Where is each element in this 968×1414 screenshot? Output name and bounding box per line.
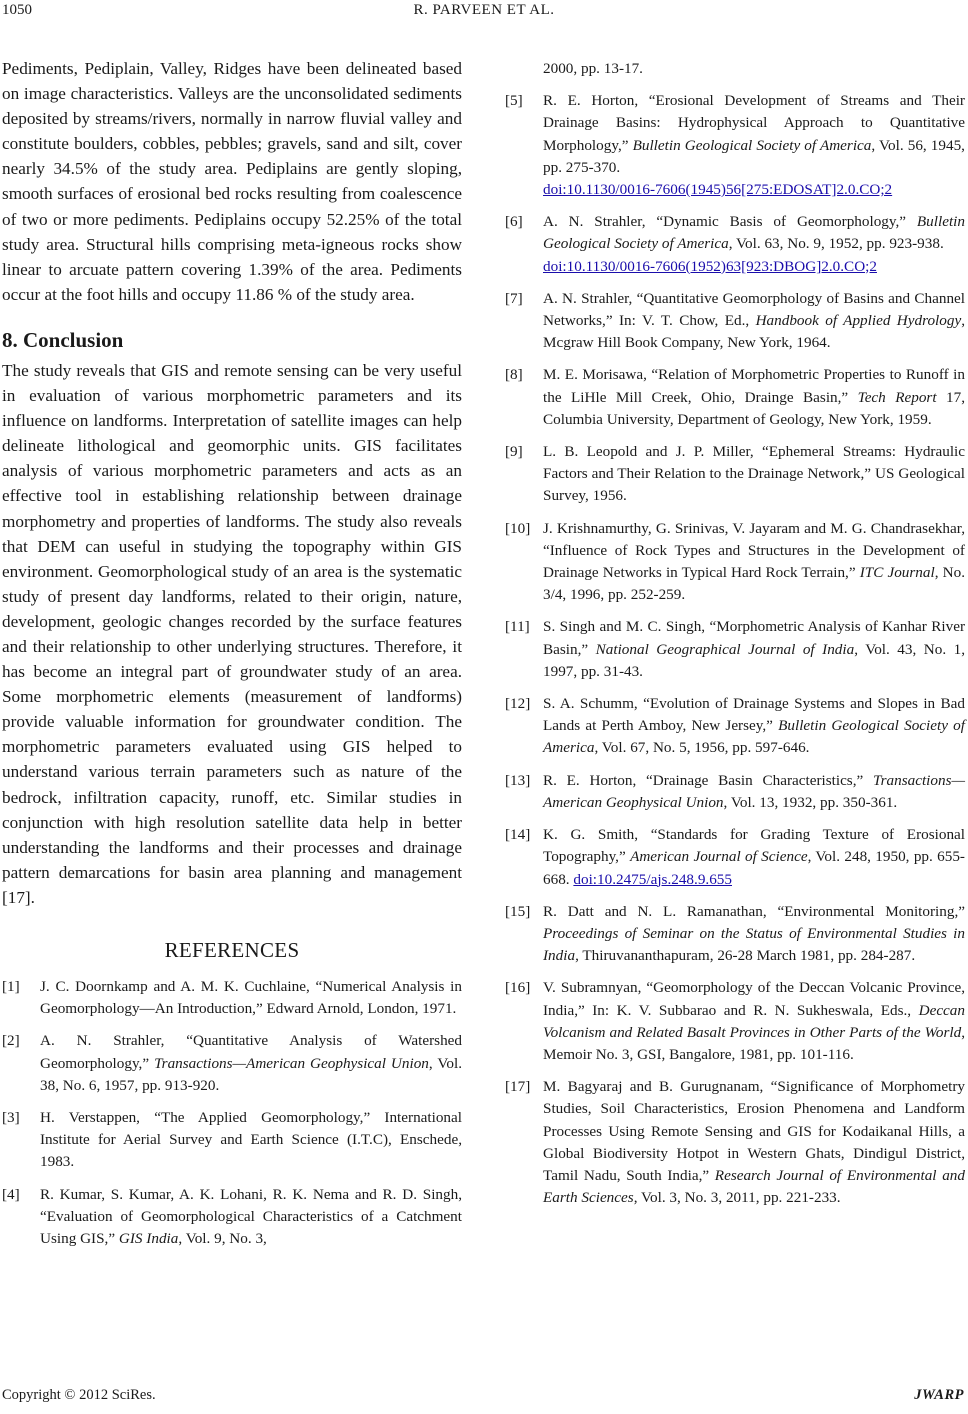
reference-item <box>505 364 965 431</box>
doi-link[interactable]: doi:10.1130/0016-7606(1952)63[923:DBOG]2.0.CO;2 <box>543 257 877 275</box>
reference-text: J. Krishnamurthy, G. Srinivas, V. Jayaram and M. G. Chandrasekhar, “Influence of Rock Types and Structures in the Development of Drainage Networks in Typical Hard Rock Terrain,” <box>543 519 965 582</box>
reference-number: [16] <box>505 979 531 997</box>
reference-source: Handbook of Applied Hydrology <box>755 312 962 330</box>
reference-item <box>2 976 462 1020</box>
reference-text: R. Datt and N. L. Ramanathan, “Environmental Monitoring,” <box>543 902 965 920</box>
reference-item <box>505 901 965 968</box>
references-list-right <box>505 58 965 1209</box>
reference-text: A. N. Strahler, “Quantitative Geomorphology of Basins and Channel Networks,” In: V. T. Chow, Ed., <box>543 289 965 330</box>
journal-abbrev: JWARP <box>914 1387 964 1403</box>
reference-source: Bulletin Geological Society of America <box>543 213 965 253</box>
reference-text: R. E. Horton, “Drainage Basin Characteristics,” <box>543 771 873 789</box>
reference-text: R. Kumar, S. Kumar, A. K. Lohani, R. K. Nema and R. D. Singh, “Evaluation of Geomorphological Characteristics of a Catchment Using GIS,” <box>40 1185 462 1248</box>
references-list-left <box>2 976 462 1250</box>
page-header <box>0 2 968 26</box>
reference-text: J. C. Doornkamp and A. M. K. Cuchlaine, “Numerical Analysis in Geomorphology—An Introduction,” Edward Arnold, London, 1971. <box>40 978 462 1018</box>
reference-text: M. E. Morisawa, “Relation of Morphometric Properties to Runoff in the LiHle Mill Creek, Ohio, Drainge Basin,” <box>543 366 965 406</box>
reference-source: Research Journal of Environmental and Earth Sciences <box>543 1166 965 1207</box>
reference-item <box>505 441 965 508</box>
reference-item <box>505 518 965 607</box>
doi-link[interactable]: doi:10.1130/0016-7606(1945)56[275:EDOSAT]2.0.CO;2 <box>543 181 893 199</box>
left-column <box>2 56 462 1260</box>
reference-number: [2] <box>2 1032 20 1050</box>
reference-number: [17] <box>505 1078 531 1096</box>
reference-details: , Vol. 9, No. 3, <box>178 1230 267 1248</box>
reference-number: [8] <box>505 366 523 384</box>
reference-text: R. E. Horton, “Erosional Development of Streams and Their Drainage Basins: Hydrophysical Approach to Quantitative Morphology,” <box>543 92 965 154</box>
reference-source: ITC Journal <box>859 564 935 582</box>
reference-item <box>505 211 965 278</box>
reference-text: M. Bagyaraj and B. Gurugnanam, “Significance of Morphometry Studies, Soil Characteristics, Erosion Phenomena and Landform Processes Using Remote Sensing and GIS for Kodaikanal Hills, a Global Biodiversity Hotpot in Western Ghats, Dindigul District, Tamil Nadu, South India,” <box>543 1078 965 1184</box>
reference-text: 2000, pp. 13-17. <box>543 60 643 77</box>
section-title: 8. Conclusion <box>2 327 124 352</box>
running-authors: R. PARVEEN ET AL. <box>413 2 555 18</box>
reference-text: V. Subramnyan, “Geomorphology of the Deccan Volcanic Province, India,” In: K. V. Subbarao and R. N. Sukheswala, Eds., <box>543 979 965 1019</box>
reference-item <box>505 288 965 355</box>
reference-item <box>505 58 965 80</box>
reference-number: [13] <box>505 771 531 789</box>
reference-text: S. A. Schumm, “Evolution of Drainage Systems and Slopes in Bad Lands at Perth Amboy, New Jersey,” <box>543 695 965 735</box>
reference-source: Transactions—American Geophysical Union <box>154 1054 429 1072</box>
reference-source: Tech Report <box>857 388 937 406</box>
reference-details: , Vol. 13, 1932, pp. 350-361. <box>723 793 898 811</box>
reference-source: Transactions—American Geophysical Union <box>543 771 965 811</box>
reference-details: , Vol. 38, No. 6, 1957, pp. 913-920. <box>40 1054 462 1094</box>
doi-link[interactable]: doi:10.2475/ajs.248.9.655 <box>573 870 732 888</box>
reference-details: , Mcgraw Hill Book Company, New York, 1964. <box>543 312 965 352</box>
conclusion-paragraph: The study reveals that GIS and remote sensing can be very useful in evaluation of various morphometric parameters and its influence on landforms. Interpretation of satellite images can help delineate lithological and geomorphic units. GIS facilitates analysis of various morphometric parameters and acts as an effective tool in establishing relationship between drainage morphometry and properties of landforms. The study also reveals that DEM can useful in studying the topography within GIS environment. Geomorphological study of an area is the systematic study of present day landforms, related to their origin, nature, development, geologic changes recorded by the surface features and their relationship to other underlying structures. Therefore, it has become an integral part of groundwater study of an area. Some morphometric elements (measurement of landforms) provide valuable information for groundwater condition. The morphometric parameters evaluated using GIS helped to understand various terrain parameters such as nature of the bedrock, infiltration capacity, runoff, etc. Similar studies in conjunction with high resolution satellite data help in better understanding the landforms and their processes and drainage pattern demarcations for basin area planning and management [17]. <box>2 360 462 907</box>
reference-item <box>505 90 965 201</box>
reference-source: Bulletin Geological Society of America <box>543 717 965 757</box>
reference-details: 17, Columbia University, Department of Geology, New York, 1959. <box>543 388 966 428</box>
reference-item <box>2 1107 462 1174</box>
reference-number: [14] <box>505 826 531 844</box>
reference-item <box>505 1076 965 1209</box>
reference-details: , No. 3/4, 1996, pp. 252-259. <box>543 564 965 604</box>
reference-details: , Vol. 248, 1950, pp. 655-668. <box>543 848 965 888</box>
reference-text: A. N. Strahler, “Dynamic Basis of Geomorphology,” <box>543 213 917 231</box>
references-heading: REFERENCES <box>164 938 300 962</box>
reference-source: Bulletin Geological Society of America <box>632 136 872 154</box>
reference-source: Proceedings of Seminar on the Status of Environmental Studies in India <box>543 924 965 965</box>
reference-details: , Memoir No. 3, GSI, Bangalore, 1981, pp. 101-116. <box>543 1023 965 1063</box>
copyright-notice: Copyright © 2012 SciRes. <box>2 1387 156 1403</box>
reference-source: National Geographical Journal of India <box>595 640 855 658</box>
reference-number: [4] <box>2 1185 20 1203</box>
reference-number: [15] <box>505 902 531 920</box>
reference-details: , Vol. 63, No. 9, 1952, pp. 923-938. <box>728 235 944 253</box>
reference-source: Deccan Volcanism and Related Basalt Provinces in Other Parts of the World <box>543 1001 965 1041</box>
reference-item <box>2 1030 462 1097</box>
reference-source: American Journal of Science <box>630 848 808 866</box>
reference-number: [7] <box>505 289 523 307</box>
reference-item <box>505 770 965 814</box>
reference-number: [5] <box>505 92 523 110</box>
reference-number: [12] <box>505 695 531 713</box>
reference-text: L. B. Leopold and J. P. Miller, “Ephemeral Streams: Hydraulic Factors and Their Relation to the Drainage Network,” US Geological Survey, 1956. <box>543 443 965 505</box>
page-footer <box>0 1387 968 1409</box>
reference-details: , Vol. 67, No. 5, 1956, pp. 597-646. <box>594 739 810 757</box>
landform-paragraph: Pediments, Pediplain, Valley, Ridges have been delineated based on image characteristics. Valleys are the unconsolidated sediments deposited by streams/rivers, normally in narrow fluvial valley and constitute boulders, cobbles, pebbles; gravels, sand and silt, cover nearly 34.5% of the study area. Pediplains are gently sloping, smooth surfaces of erosional bed rocks resulting from coalescence of two or more pediments. Pediplains occupy 52.25% of the total study area. Structural hills comprising meta-igneous rocks show linear to arcuate pattern covering 1.39% of the area. Pediments occur at the foot hills and occupy 11.86 % of the study area. <box>2 59 462 304</box>
reference-text: A. N. Strahler, “Quantitative Analysis of Watershed Geomorphology,” <box>40 1032 462 1072</box>
reference-number: [3] <box>2 1109 20 1127</box>
reference-item <box>505 977 965 1066</box>
reference-item <box>2 1184 462 1251</box>
reference-source: GIS India <box>118 1230 179 1248</box>
reference-number: [9] <box>505 443 523 461</box>
reference-number: [6] <box>505 213 523 231</box>
reference-text: S. Singh and M. C. Singh, “Morphometric Analysis of Kanhar River Basin,” <box>543 618 965 658</box>
reference-details: , Vol. 56, 1945, pp. 275-370. <box>543 136 965 176</box>
reference-details: , Vol. 3, No. 3, 2011, pp. 221-233. <box>633 1189 841 1207</box>
reference-number: [1] <box>2 978 20 995</box>
reference-item <box>505 616 965 683</box>
page-number: 1050 <box>2 2 32 18</box>
reference-number: [10] <box>505 519 531 537</box>
reference-details: , Vol. 43, No. 1, 1997, pp. 31-43. <box>543 640 966 680</box>
reference-text: H. Verstappen, “The Applied Geomorphology,” International Institute for Aerial Survey and Earth Science (I.T.C), Enschede, 1983. <box>40 1109 462 1171</box>
reference-item <box>505 824 965 891</box>
right-column <box>505 58 965 1219</box>
reference-details: , Thiruvananthapuram, 26-28 March 1981, pp. 284-287. <box>575 947 916 965</box>
reference-text: K. G. Smith, “Standards for Grading Texture of Erosional Topography,” <box>543 826 965 866</box>
reference-number: [11] <box>505 618 530 636</box>
reference-item <box>505 693 965 760</box>
